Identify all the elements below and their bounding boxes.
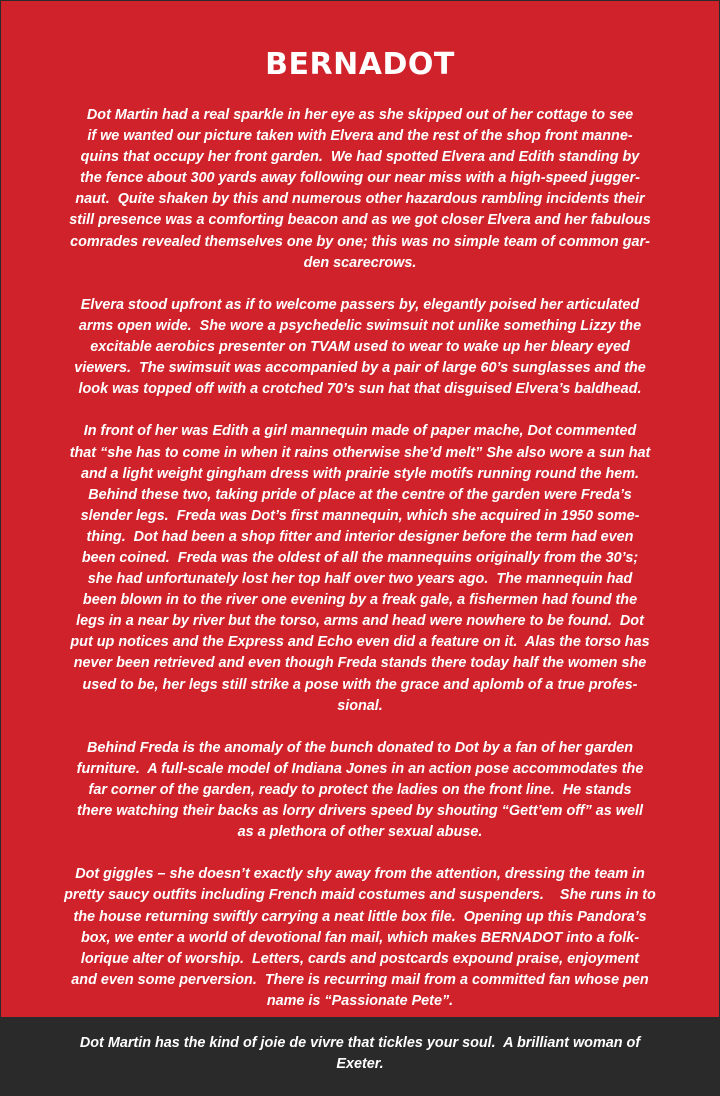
paragraph-line: Behind Freda is the anomaly of the bunch donated to Dot by a fan of her garden [86,739,634,756]
paragraph [13,295,707,400]
paragraph-line: far corner of the garden, ready to protect the ladies on the front line. He stands [88,782,632,798]
paragraph-line: used to be, her legs still strike a pose with the grace and aplomb of a true profes- [82,676,638,693]
article-body [13,105,707,1096]
paragraph-line: arms open wide. She wore a psychedelic swimsuit not unlike something Lizzy the [78,317,642,334]
paragraph-line: as a plethora of other sexual abuse. [237,824,483,841]
paragraph-line: put up notices and the Express and Echo even did a feature on it. Alas the torso has [70,634,650,651]
paragraph-line: In front of her was Edith a girl mannequin made of paper mache, Dot commented [83,423,637,440]
paragraph-line: if we wanted our picture taken with Elvera and the rest of the shop front manne- [87,128,633,145]
paragraph [13,1033,707,1075]
paragraph-line: furniture. A full-scale model of Indiana Jones in an action pose accommodates the [76,760,644,777]
paragraph-line: been coined. Freda was the oldest of all the mannequins originally from the 30’s; [81,549,639,566]
paragraph-line: sional. [337,697,383,714]
paragraph-line: excitable aerobics presenter on TVAM used to wear to wake up her bleary eyed [90,339,630,356]
paragraph-line: thing. Dot had been a shop fitter and interior designer before the term had even [86,528,634,545]
paragraph-line: been blown in to the river one evening by a freak gale, a fishermen had found the [82,592,638,609]
paragraph-line: still presence was a comforting beacon and as we got closer Elvera and her fabulous [69,212,651,229]
paragraph-line: viewers. The swimsuit was accompanied by a pair of large 60’s sunglasses and the [74,360,646,377]
paragraph-line: that “she has to come in when it rains otherwise she’d melt” She also wore a sun hat [69,444,651,461]
paragraph-line: naut. Quite shaken by this and numerous other hazardous rambling incidents their [75,191,645,208]
paragraph-line: and a light weight gingham dress with prairie style motifs running round the hem. [80,465,640,482]
paragraph-line: Dot Martin had a real sparkle in her eye as she skipped out of her cottage to see [86,107,634,123]
paragraph-line: pretty saucy outfits including French maid costumes and suspenders. She runs in to [64,887,656,904]
paragraph [13,738,707,843]
paragraph-line: Behind these two, taking pride of place at the centre of the garden were Freda’s [88,486,632,503]
paragraph-line: slender legs. Freda was Dot’s first mannequin, which she acquired in 1950 some- [80,507,640,524]
paragraph [13,864,707,1012]
page [1,1,719,1073]
paragraph-line: lorique alter of worship. Letters, cards and postcards expound praise, enjoyment [80,950,640,967]
paragraph-line: comrades revealed themselves one by one; this was no simple team of common gar- [70,233,650,250]
paragraph-line: she had unfortunately lost her top half over two years ago. The mannequin had [87,571,633,588]
paragraph-line: Dot Martin has the kind of joie de vivre that tickles your soul. A brilliant woman of [79,1035,641,1052]
paragraph-line: Exeter. [336,1056,384,1073]
paragraph-line: Dot giggles – she doesn’t exactly shy away from the attention, dressing the team in [75,866,645,883]
paragraph-line: quins that occupy her front garden. We had spotted Elvera and Edith standing by [80,149,640,166]
paragraph-line: the house returning swiftly carrying a neat little box file. Opening up this Pandora’s [73,908,647,925]
paragraph-line: legs in a near by river but the torso, arms and head were nowhere to be found. Dot [76,613,644,630]
paragraph [13,105,707,274]
paragraph-line: Elvera stood upfront as if to welcome passers by, elegantly poised her articulated [80,296,640,313]
paragraph-line: never been retrieved and even though Freda stands there today half the women she [73,655,647,672]
paragraph-line: box, we enter a world of devotional fan mail, which makes BERNADOT into a folk- [80,929,640,946]
paragraph-line: the fence about 300 yards away following our near miss with a high-speed jugger- [80,170,640,187]
paragraph [13,421,707,716]
paragraph-line: there watching their backs as lorry drivers speed by shouting “Gett’em off” as well [77,803,643,820]
paragraph-line: and even some perversion. There is recurring mail from a committed fan whose pen [71,971,649,988]
paragraph-line: den scarecrows. [303,254,417,271]
page-title: BERNADOT [265,47,455,82]
paragraph-line: name is “Passionate Pete”. [266,992,454,1009]
paragraph-line: look was topped off with a crotched 70’s sun hat that disguised Elvera’s baldhead. [78,381,642,398]
